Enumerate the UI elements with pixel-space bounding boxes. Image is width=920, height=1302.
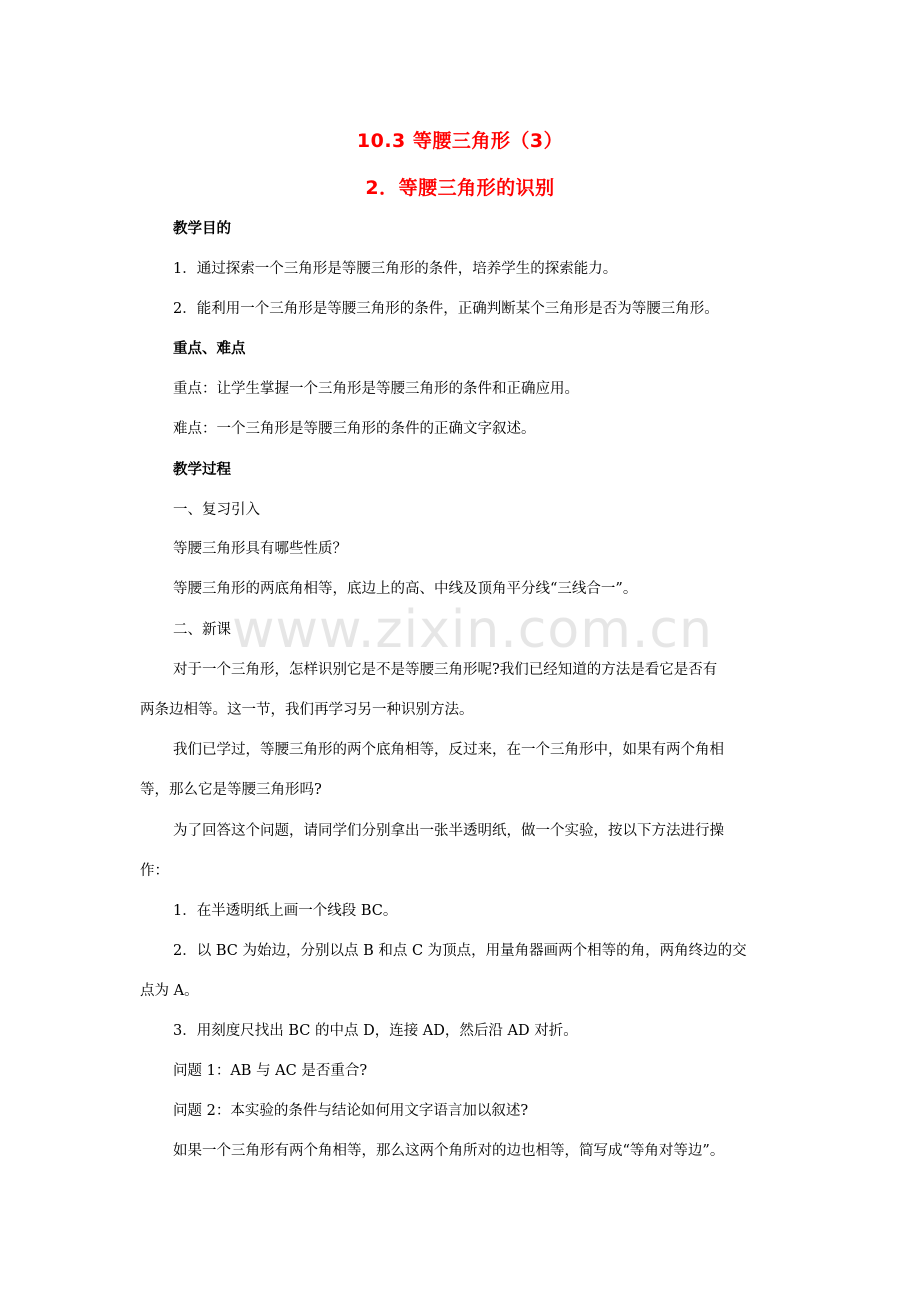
- review-question: 等腰三角形具有哪些性质？: [173, 541, 347, 557]
- conclusion: 如果一个三角形有两个角相等，那么这两个角所对的边也相等，简写成“等角对等边”。: [173, 1143, 725, 1159]
- document-title: 10.3 等腰三角形（3）: [356, 130, 564, 152]
- paragraph-1-line-2: 两条边相等。这一节，我们再学习另一种识别方法。: [140, 702, 474, 718]
- key-point-item-1: 重点：让学生掌握一个三角形是等腰三角形的条件和正确应用。: [173, 381, 579, 397]
- paragraph-2-line-1: 我们已学过，等腰三角形的两个底角相等，反过来，在一个三角形中，如果有两个角相: [173, 742, 724, 758]
- section-heading-goals: 教学目的: [173, 221, 231, 237]
- new-lesson-heading: 二、新课: [173, 622, 231, 638]
- step-2-line-1: 2．以 BC 为始边，分别以点 B 和点 C 为顶点，用量角器画两个相等的角，两角终边的交: [173, 943, 747, 959]
- goal-item-2: 2．能利用一个三角形是等腰三角形的条件，正确判断某个三角形是否为等腰三角形。: [173, 301, 719, 317]
- step-1: 1．在半透明纸上画一个线段 BC。: [173, 903, 398, 919]
- step-3: 3．用刻度尺找出 BC 的中点 D，连接 AD，然后沿 AD 对折。: [173, 1023, 578, 1039]
- section-heading-key-points: 重点、难点: [173, 341, 246, 357]
- paragraph-1-line-1: 对于一个三角形，怎样识别它是不是等腰三角形呢?我们已经知道的方法是看它是否有: [173, 662, 718, 678]
- section-heading-process: 教学过程: [173, 462, 231, 478]
- key-point-item-2: 难点：一个三角形是等腰三角形的条件的正确文字叙述。: [173, 421, 536, 437]
- document-subtitle: 2．等腰三角形的识别: [365, 177, 555, 199]
- paragraph-3-line-2: 作：: [140, 863, 169, 879]
- goal-item-1: 1．通过探索一个三角形是等腰三角形的条件，培养学生的探索能力。: [173, 261, 618, 277]
- paragraph-3-line-1: 为了回答这个问题，请同学们分别拿出一张半透明纸，做一个实验，按以下方法进行操: [173, 823, 724, 839]
- watermark-text: www.zixin.com.cn: [232, 600, 713, 660]
- question-1: 问题 1：AB 与 AC 是否重合?: [173, 1063, 368, 1079]
- paragraph-2-line-2: 等，那么它是等腰三角形吗?: [140, 782, 322, 798]
- step-2-line-2: 点为 A。: [140, 983, 199, 999]
- question-2: 问题 2：本实验的条件与结论如何用文字语言加以叙述?: [173, 1103, 529, 1119]
- review-heading: 一、复习引入: [173, 502, 260, 518]
- review-answer: 等腰三角形的两底角相等，底边上的高、中线及顶角平分线“三线合一”。: [173, 581, 638, 597]
